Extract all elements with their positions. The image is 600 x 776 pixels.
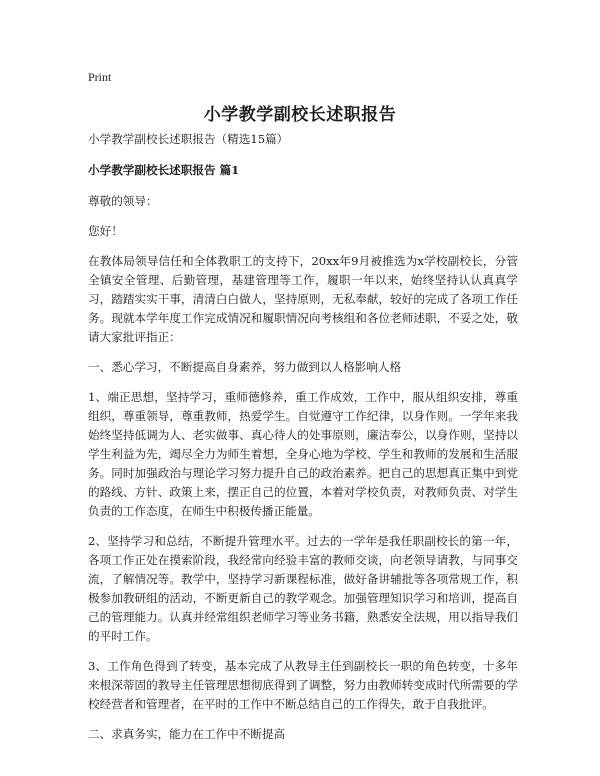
paragraph-point-3: 3、工作角色得到了转变，基本完成了从教导主任到副校长一职的角色转变，十多年来根深蒂固的教导主任管理思想彻底得到了调整，努力由教师转变成时代所需要的学校经营者和管理者，在平时的工作中不断总结自己的工作得失，敢于自我批评。 xyxy=(88,659,518,711)
print-link[interactable]: Print xyxy=(88,70,112,84)
paragraph-intro: 在教体局领导信任和全体教职工的支持下，20xx年9月被推选为x学校副校长，分管全镇安全管理、后勤管理，基建管理等工作，履职一年以来，始终坚持认认真真学习，踏踏实实干事，清清白白做人，坚持原则，无私奉献，较好的完成了各项工作任务。现就本学年度工作完成情况和履职情况向考核组和各位老师述职，不妥之处，敬请大家批评指正： xyxy=(88,254,518,344)
section-heading: 小学教学副校长述职报告 篇1 xyxy=(88,163,240,177)
paragraph-point-2: 2、坚持学习和总结，不断提升管理水平。过去的一学年是我任职副校长的第一年，各项工作正处在摸索阶段，我经常向经验丰富的教师交谈，向老领导请教，与同事交流，了解情况等。教学中，坚持学习新课程标准，做好备讲辅批等各项常规工作，积极参加教研组的活动，不断更新自己的教学观念。加强管理知识学习和培训，提高自己的管理能力。认真并经常组织老师学习等业务书籍，熟悉安全法规，用以指导我们的平时工作。 xyxy=(88,534,518,643)
greeting: 尊敬的领导： xyxy=(88,194,158,208)
salutation: 您好！ xyxy=(88,224,123,238)
page-title: 小学教学副校长述职报告 xyxy=(203,105,397,125)
section-two-heading: 二、求真务实，能力在工作中不断提高 xyxy=(88,727,286,741)
paragraph-point-1: 1、端正思想，坚持学习，重师德修养，重工作成效，工作中，服从组织安排，尊重组织，尊重领导，尊重教师，热爱学生。自觉遵守工作纪律，以身作则。一学年来我始终坚持低调为人、老实做事、真心待人的处事原则，廉洁奉公，以身作则，坚持以学生利益为先，竭尽全力为师生着想，全身心地为学校、学生和教师的发展和生活服务。同时加强政治与理论学习努力提升自己的政治素养。把自己的思想真正集中到党的路线、方针、政策上来，摆正自己的位置，本着对学校负责，对教师负责、对学生负责的工作态度，在师生中积极传播正能量。 xyxy=(88,390,518,518)
document-subtitle: 小学教学副校长述职报告（精选15篇） xyxy=(88,132,289,146)
section-one-heading: 一、悉心学习，不断提高自身素养，努力做到以人格影响人格 xyxy=(88,360,402,374)
document-body xyxy=(88,130,518,755)
